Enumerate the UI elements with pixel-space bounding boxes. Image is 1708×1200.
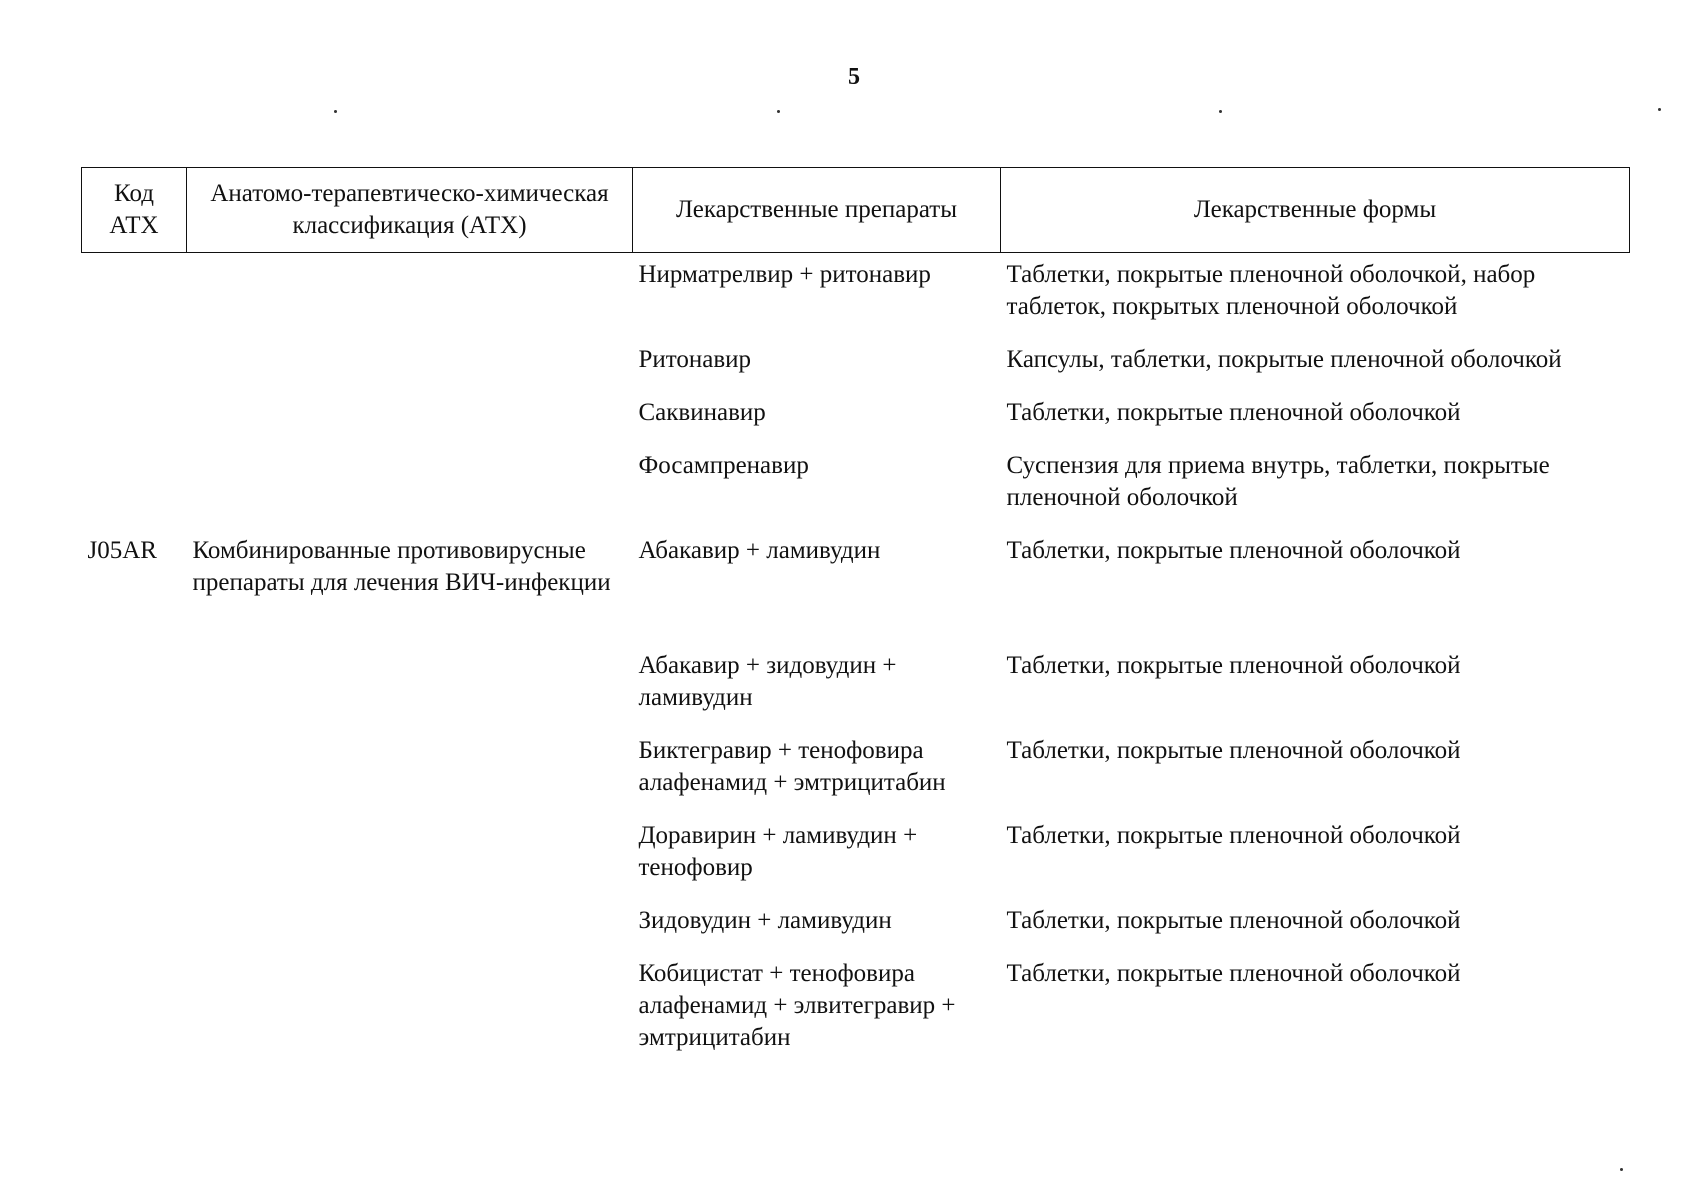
- cell-drug: Абакавир + ламивудин: [638, 537, 881, 564]
- cell-classification: [187, 814, 633, 899]
- cell-drug: Фосампренавир: [638, 452, 809, 479]
- cell-code: [82, 814, 187, 899]
- header-code: Код АТХ: [82, 168, 187, 253]
- table-row: [82, 253, 1630, 339]
- cell-form: Таблетки, покрытые пленочной оболочкой: [1006, 960, 1461, 987]
- scan-speck: [1658, 108, 1661, 111]
- cell-form: Таблетки, покрытые пленочной оболочкой: [1006, 907, 1461, 934]
- cell-drug: Кобицистат + тенофовира алафенамид + элвитегравир + эмтрицитабин: [638, 960, 956, 1051]
- cell-form: Таблетки, покрытые пленочной оболочкой: [1006, 737, 1461, 764]
- cell-drug: Зидовудин + ламивудин: [638, 907, 892, 934]
- page-number: 5: [848, 64, 860, 90]
- cell-code: [82, 952, 187, 1069]
- header-classification: Анатомо-терапевтическо-химическая классификация (АТХ): [187, 168, 633, 253]
- header-drugs: Лекарственные препараты: [633, 168, 1001, 253]
- cell-form: Таблетки, покрытые пленочной оболочкой: [1006, 652, 1461, 679]
- cell-classification: [187, 444, 633, 529]
- scan-speck: [334, 110, 337, 113]
- scan-speck: [1620, 1168, 1623, 1171]
- cell-form: Суспензия для приема внутрь, таблетки, покрытые пленочной оболочкой: [1006, 452, 1550, 511]
- table-row: [82, 729, 1630, 814]
- cell-code: [82, 338, 187, 391]
- cell-code: [82, 444, 187, 529]
- cell-form: Таблетки, покрытые пленочной оболочкой, набор таблеток, покрытых пленочной оболочкой: [1006, 261, 1536, 320]
- table-row: [82, 644, 1630, 729]
- scan-speck: [777, 110, 780, 113]
- table-header-row: [82, 168, 1630, 253]
- cell-classification: [187, 644, 633, 729]
- cell-classification: [187, 899, 633, 952]
- table-row: [82, 529, 1630, 644]
- scan-speck: [1219, 110, 1222, 113]
- drug-table: [81, 167, 1630, 1069]
- table-row: [82, 338, 1630, 391]
- cell-classification: [187, 253, 633, 339]
- cell-classification: [187, 729, 633, 814]
- table-row: [82, 952, 1630, 1069]
- cell-form: Таблетки, покрытые пленочной оболочкой: [1006, 822, 1461, 849]
- cell-code: [82, 391, 187, 444]
- table-row: [82, 899, 1630, 952]
- cell-form: Таблетки, покрытые пленочной оболочкой: [1006, 537, 1461, 564]
- cell-classification: [187, 952, 633, 1069]
- cell-classification: Комбинированные противовирусные препараты для лечения ВИЧ-инфекции: [192, 537, 611, 596]
- cell-code: [82, 899, 187, 952]
- cell-classification: [187, 338, 633, 391]
- cell-code: J05AR: [87, 537, 157, 564]
- cell-drug: Абакавир + зидовудин + ламивудин: [638, 652, 897, 711]
- cell-drug: Доравирин + ламивудин + тенофовир: [638, 822, 918, 881]
- header-forms: Лекарственные формы: [1001, 168, 1630, 253]
- cell-drug: Ритонавир: [638, 346, 752, 373]
- table-row: [82, 391, 1630, 444]
- table-row: [82, 444, 1630, 529]
- cell-code: [82, 729, 187, 814]
- cell-form: Капсулы, таблетки, покрытые пленочной оболочкой: [1006, 346, 1562, 373]
- table-row: [82, 814, 1630, 899]
- cell-code: [82, 644, 187, 729]
- cell-drug: Саквинавир: [638, 399, 766, 426]
- cell-form: Таблетки, покрытые пленочной оболочкой: [1006, 399, 1461, 426]
- cell-drug: Нирматрелвир + ритонавир: [638, 261, 931, 288]
- cell-code: [82, 253, 187, 339]
- cell-classification: [187, 391, 633, 444]
- cell-drug: Биктегравир + тенофовира алафенамид + эмтрицитабин: [638, 737, 946, 796]
